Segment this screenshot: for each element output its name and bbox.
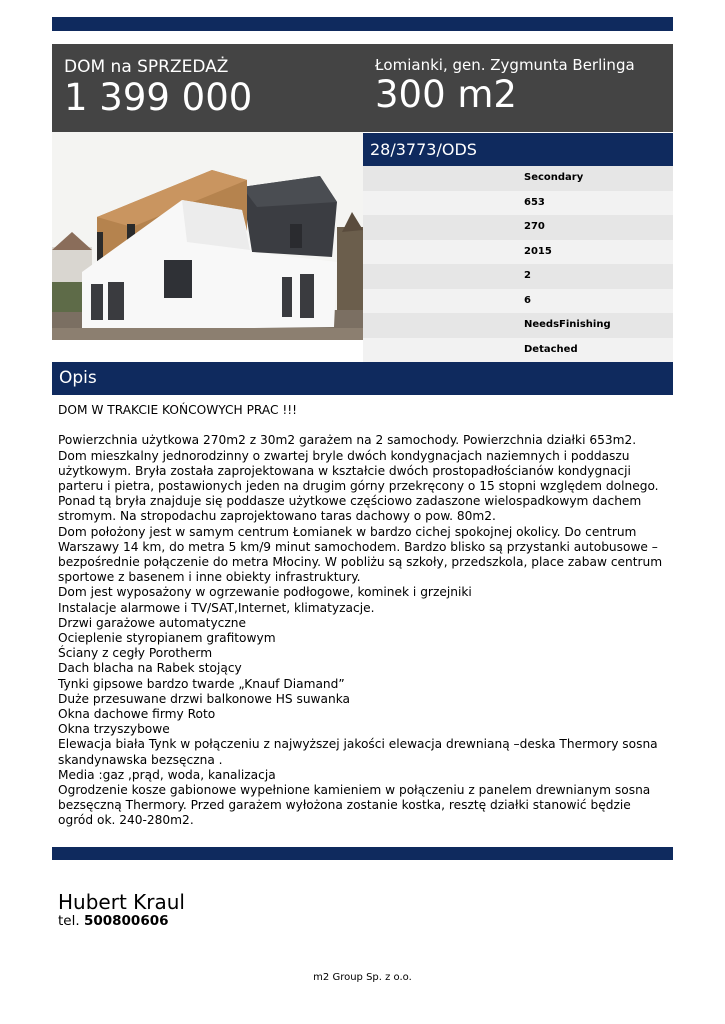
param-usable-area: 270	[363, 215, 673, 240]
param-building-type: Detached	[363, 338, 673, 363]
agent-name: Hubert Kraul	[58, 890, 185, 914]
agent-phone	[58, 913, 169, 929]
property-photo	[52, 132, 363, 340]
description-paragraph: DOM W TRAKCIE KOŃCOWYCH PRAC !!!	[58, 403, 298, 417]
description-paragraph: Dom jest wyposażony w ogrzewanie podłogowe, kominek i grzejniki	[58, 585, 472, 600]
parameters-table	[363, 166, 673, 362]
param-floors: 2	[363, 264, 673, 289]
description-paragraph: Ściany z cegły Porotherm	[58, 646, 213, 661]
description-body	[58, 403, 668, 829]
phone-label: tel.	[58, 913, 80, 929]
description-heading: Opis	[52, 362, 673, 395]
company-footer: m2 Group Sp. z o.o.	[313, 972, 412, 983]
description-paragraph: Drzwi garażowe automatyczne	[58, 615, 246, 630]
description-paragraph: Duże przesuwane drzwi balkonowe HS suwanka	[58, 691, 351, 706]
offer-type: DOM na SPRZEDAŻ	[64, 57, 229, 77]
bottom-accent-bar	[52, 847, 673, 860]
description-paragraph: Media :gaz ,prąd, woda, kanalizacja	[58, 767, 276, 782]
price: 1 399 000	[64, 76, 253, 119]
description-paragraph: Elewacja biała Tynk w połączeniu z najwyższej jakości elewacja drewnianą –deska Thermory sosna skandynawska bezsęczna .	[58, 737, 662, 767]
description-paragraph: Instalacje alarmowe i TV/SAT,Internet, klimatyzacje.	[58, 600, 375, 615]
description-paragraph: Ocieplenie styropianem grafitowym	[58, 631, 276, 646]
reference-number: 28/3773/ODS	[363, 133, 673, 166]
listing-header	[52, 44, 673, 132]
description-paragraph: Powierzchnia użytkowa 270m2 z 30m2 garażem na 2 samochody. Powierzchnia działki 653m2. Dom mieszkalny jednorodzinny o zwartej bryle dwóch kondygnacjach naziemnych i poddaszu użytkowym. Bryła została zaprojektowana w kształcie dwóch prostopadłościanów kondygnacji parteru i pietra, postawionych jeden na drugim górny przekręcony o 15 stopni względem dolnego. Ponad tą bryła znajduje się poddasze użytkowe częściowo zadaszone wielospadkowym dachem stromym. Na stropodachu zaprojektowano taras dachowy o pow. 80m2.	[58, 433, 663, 524]
location: Łomianki, gen. Zygmunta Berlinga	[375, 56, 635, 74]
description-paragraph: Okna trzyszybowe	[58, 722, 170, 737]
param-condition: NeedsFinishing	[363, 313, 673, 338]
param-year-built: 2015	[363, 240, 673, 265]
description-paragraph: Ogrodzenie kosze gabionowe wypełnione kamieniem w połączeniu z panelem drewnianym sosna bezsęczną Thermory. Przed garażem wyłożona zostanie kostka, resztę działki stanowić będzie ogród ok. 240-280m2.	[58, 783, 655, 828]
param-market: Secondary	[363, 166, 673, 191]
area: 300 m2	[375, 73, 517, 116]
description-paragraph: Tynki gipsowe bardzo twarde „Knauf Diamand”	[58, 676, 345, 691]
top-accent-bar	[52, 17, 673, 31]
description-paragraph: Okna dachowe firmy Roto	[58, 707, 216, 722]
phone-number[interactable]: 500800606	[83, 913, 169, 929]
description-paragraph	[58, 418, 668, 433]
param-rooms: 6	[363, 289, 673, 314]
param-plot-area: 653	[363, 191, 673, 216]
description-paragraph: Dach blacha na Rabek stojący	[58, 661, 242, 676]
description-paragraph: Dom położony jest w samym centrum Łomianek w bardzo cichej spokojnej okolicy. Do centrum Warszawy 14 km, do metra 5 km/9 minut samochodem. Bardzo blisko są przystanki autobusowe –bezpośrednie połączenie do metra Młociny. W pobliżu są szkoły, przedszkola, place zabaw centrum sportowe z basenem i inne obiekty infrastruktury.	[58, 524, 667, 585]
